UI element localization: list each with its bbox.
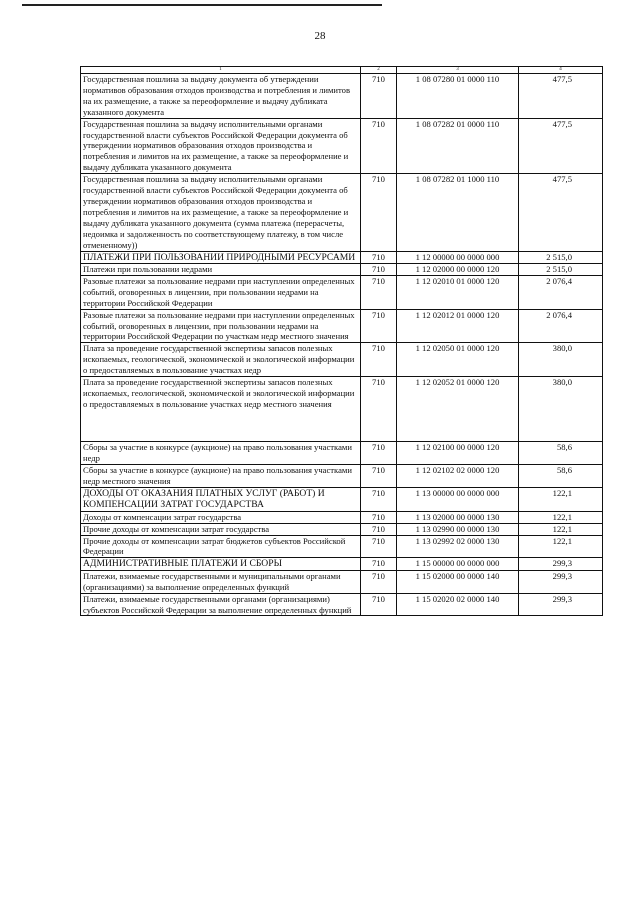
page-number: 28 bbox=[314, 30, 326, 42]
row-name: Сборы за участие в конкурсе (аукционе) на право пользования участками недр bbox=[81, 442, 361, 465]
row-budget-code: 1 12 02050 01 0000 120 bbox=[397, 343, 519, 377]
row-budget-code: 1 12 02102 02 0000 120 bbox=[397, 464, 519, 487]
row-name: Государственная пошлина за выдачу документа об утверждении нормативов образования отходов производства и потребления и лимитов на их размещение, а также за переоформление и выдачу дубликата указанного документа bbox=[81, 74, 361, 119]
table-row bbox=[81, 511, 603, 523]
row-amount: 380,0 bbox=[519, 377, 603, 442]
row-budget-code: 1 08 07282 01 1000 110 bbox=[397, 174, 519, 251]
row-budget-code: 1 13 02990 00 0000 130 bbox=[397, 523, 519, 535]
row-name: Прочие доходы от компенсации затрат государства bbox=[81, 523, 361, 535]
header-col-1: 1 bbox=[81, 67, 361, 74]
row-admin-code: 710 bbox=[361, 251, 397, 264]
row-budget-code: 1 12 00000 00 0000 000 bbox=[397, 251, 519, 264]
row-name: Платежи при пользовании недрами bbox=[81, 264, 361, 276]
row-amount: 122,1 bbox=[519, 487, 603, 511]
row-budget-code: 1 13 02000 00 0000 130 bbox=[397, 511, 519, 523]
table-row bbox=[81, 377, 603, 442]
row-admin-code: 710 bbox=[361, 275, 397, 309]
row-budget-code: 1 08 07282 01 0000 110 bbox=[397, 118, 519, 174]
row-amount: 2 515,0 bbox=[519, 264, 603, 276]
header-col-3: 3 bbox=[397, 67, 519, 74]
row-name: Государственная пошлина за выдачу исполнительными органами государственной власти субъектов Российской Федерации документа об утверждении нормативов образования отходов производства и потребления и лимитов на их размещение, а также за переоформление и выдачу дубликата указанного документа bbox=[81, 118, 361, 174]
row-admin-code: 710 bbox=[361, 558, 397, 571]
table-row bbox=[81, 343, 603, 377]
table-row bbox=[81, 275, 603, 309]
row-amount: 2 076,4 bbox=[519, 309, 603, 343]
row-admin-code: 710 bbox=[361, 377, 397, 442]
row-admin-code: 710 bbox=[361, 264, 397, 276]
row-admin-code: 710 bbox=[361, 442, 397, 465]
row-amount: 2 076,4 bbox=[519, 275, 603, 309]
row-name: Прочие доходы от компенсации затрат бюджетов субъектов Российской Федерации bbox=[81, 535, 361, 558]
row-amount: 299,3 bbox=[519, 558, 603, 571]
row-amount: 122,1 bbox=[519, 511, 603, 523]
table-row bbox=[81, 593, 603, 616]
row-name: Платежи, взимаемые государственными органами (организациями) субъектов Российской Федерации за выполнение определенных функций bbox=[81, 593, 361, 616]
row-budget-code: 1 15 02000 00 0000 140 bbox=[397, 570, 519, 593]
table-row bbox=[81, 464, 603, 487]
row-admin-code: 710 bbox=[361, 570, 397, 593]
row-budget-code: 1 12 02010 01 0000 120 bbox=[397, 275, 519, 309]
row-amount: 380,0 bbox=[519, 343, 603, 377]
row-admin-code: 710 bbox=[361, 309, 397, 343]
row-name: Платежи, взимаемые государственными и муниципальными органами (организациями) за выполнение определенных функций bbox=[81, 570, 361, 593]
row-amount: 58,6 bbox=[519, 442, 603, 465]
top-rule bbox=[22, 4, 382, 6]
row-budget-code: 1 12 02100 00 0000 120 bbox=[397, 442, 519, 465]
table-row bbox=[81, 74, 603, 119]
row-name: Доходы от компенсации затрат государства bbox=[81, 511, 361, 523]
row-budget-code: 1 15 02020 02 0000 140 bbox=[397, 593, 519, 616]
row-admin-code: 710 bbox=[361, 487, 397, 511]
row-amount: 477,5 bbox=[519, 74, 603, 119]
row-budget-code: 1 12 02012 01 0000 120 bbox=[397, 309, 519, 343]
row-admin-code: 710 bbox=[361, 464, 397, 487]
table-row bbox=[81, 442, 603, 465]
row-name: Плата за проведение государственной экспертизы запасов полезных ископаемых, геологической, экономической и экологической информации о предоставляемых в пользование участках недр bbox=[81, 343, 361, 377]
table-row bbox=[81, 570, 603, 593]
header-col-4: 4 bbox=[519, 67, 603, 74]
table-row bbox=[81, 523, 603, 535]
row-admin-code: 710 bbox=[361, 535, 397, 558]
row-admin-code: 710 bbox=[361, 118, 397, 174]
row-admin-code: 710 bbox=[361, 593, 397, 616]
row-name: АДМИНИСТРАТИВНЫЕ ПЛАТЕЖИ И СБОРЫ bbox=[81, 558, 361, 571]
row-budget-code: 1 12 02052 01 0000 120 bbox=[397, 377, 519, 442]
row-budget-code: 1 08 07280 01 0000 110 bbox=[397, 74, 519, 119]
table-row bbox=[81, 558, 603, 571]
row-name: ПЛАТЕЖИ ПРИ ПОЛЬЗОВАНИИ ПРИРОДНЫМИ РЕСУРСАМИ bbox=[81, 251, 361, 264]
row-admin-code: 710 bbox=[361, 74, 397, 119]
table-row bbox=[81, 264, 603, 276]
row-budget-code: 1 15 00000 00 0000 000 bbox=[397, 558, 519, 571]
row-name: Государственная пошлина за выдачу исполнительными органами государственной власти субъектов Российской Федерации документа об утверждении нормативов образования отходов производства и потребления и лимитов на их размещение, а также за переоформление и выдачу дубликата указанного документа (сумма платежа (перерасчеты, недоимка и задолженность по соответствующему платежу, в том числе отмененному)) bbox=[81, 174, 361, 251]
table-row bbox=[81, 174, 603, 251]
row-name: Разовые платежи за пользование недрами при наступлении определенных событий, оговоренных в лицензии, при пользовании недрами на территории Российской Федерации bbox=[81, 275, 361, 309]
revenue-table bbox=[80, 66, 603, 616]
header-col-2: 2 bbox=[361, 67, 397, 74]
row-amount: 477,5 bbox=[519, 118, 603, 174]
row-admin-code: 710 bbox=[361, 523, 397, 535]
row-amount: 122,1 bbox=[519, 535, 603, 558]
row-budget-code: 1 12 02000 00 0000 120 bbox=[397, 264, 519, 276]
table-row bbox=[81, 118, 603, 174]
row-amount: 477,5 bbox=[519, 174, 603, 251]
row-budget-code: 1 13 00000 00 0000 000 bbox=[397, 487, 519, 511]
table-header-row bbox=[81, 67, 603, 74]
table-row bbox=[81, 251, 603, 264]
table-row bbox=[81, 487, 603, 511]
row-name: ДОХОДЫ ОТ ОКАЗАНИЯ ПЛАТНЫХ УСЛУГ (РАБОТ) И КОМПЕНСАЦИИ ЗАТРАТ ГОСУДАРСТВА bbox=[81, 487, 361, 511]
row-name: Плата за проведение государственной экспертизы запасов полезных ископаемых, геологической, экономической и экологической информации о предоставляемых в пользование участках недр местного значения bbox=[81, 377, 361, 442]
row-amount: 299,3 bbox=[519, 593, 603, 616]
row-admin-code: 710 bbox=[361, 511, 397, 523]
row-amount: 122,1 bbox=[519, 523, 603, 535]
table-row bbox=[81, 535, 603, 558]
row-amount: 58,6 bbox=[519, 464, 603, 487]
row-amount: 299,3 bbox=[519, 570, 603, 593]
row-admin-code: 710 bbox=[361, 343, 397, 377]
row-name: Сборы за участие в конкурсе (аукционе) на право пользования участками недр местного значения bbox=[81, 464, 361, 487]
table-row bbox=[81, 309, 603, 343]
row-budget-code: 1 13 02992 02 0000 130 bbox=[397, 535, 519, 558]
row-admin-code: 710 bbox=[361, 174, 397, 251]
row-name: Разовые платежи за пользование недрами при наступлении определенных событий, оговоренных в лицензии, при пользовании недрами на территории Российской Федерации по участкам недр местного значения bbox=[81, 309, 361, 343]
row-amount: 2 515,0 bbox=[519, 251, 603, 264]
